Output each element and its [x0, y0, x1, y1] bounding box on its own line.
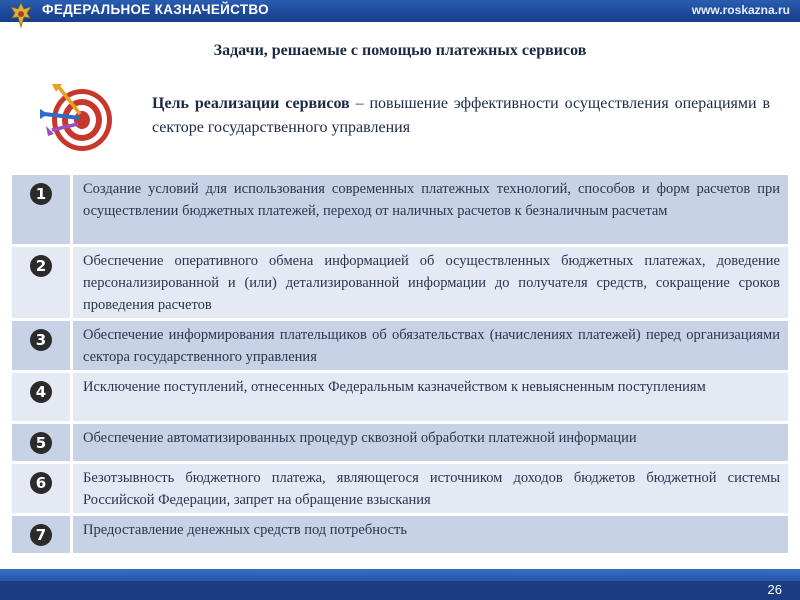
task-text: Создание условий для использования современных платежных технологий, способов и форм расчетов при осуществлении бюджетных платежей, переход от наличных расчетов к безналичным расчетам [73, 175, 788, 247]
table-row [12, 247, 788, 321]
table-row [12, 373, 788, 424]
table-row [12, 424, 788, 464]
task-text: Предоставление денежных средств под потребность [73, 516, 788, 556]
tasks-table [12, 175, 788, 556]
footer-stripe [0, 569, 800, 581]
organization-name: ФЕДЕРАЛЬНОЕ КАЗНАЧЕЙСТВО [42, 2, 269, 17]
task-text: Обеспечение информирования плательщиков об обязательствах (начислениях платежей) перед организациями сектора государственного управления [73, 321, 788, 373]
task-text: Исключение поступлений, отнесенных Федеральным казначейством к невыясненным поступлениям [73, 373, 788, 424]
row-number-badge: 4 [30, 381, 52, 403]
table-row [12, 321, 788, 373]
goal-statement [152, 92, 770, 140]
row-number-badge: 3 [30, 329, 52, 351]
page-number: 26 [767, 582, 782, 597]
target-darts-icon [36, 76, 120, 156]
table-row [12, 175, 788, 247]
row-number-badge: 2 [30, 255, 52, 277]
table-row [12, 516, 788, 556]
goal-text: – повышение эффективности осуществления операциями в секторе государственного управления [152, 95, 770, 136]
task-text: Обеспечение автоматизированных процедур сквозной обработки платежной информации [73, 424, 788, 464]
task-text: Безотзывность бюджетного платежа, являющегося источником доходов бюджетов бюджетной системы Российской Федерации, запрет на обращение взыскания [73, 464, 788, 516]
row-number-badge: 5 [30, 432, 52, 454]
header-bar [0, 0, 800, 22]
eagle-emblem-icon [8, 0, 34, 30]
slide-title: Задачи, решаемые с помощью платежных сервисов [213, 42, 587, 59]
row-number-badge: 1 [30, 183, 52, 205]
table-row [12, 464, 788, 516]
task-text: Обеспечение оперативного обмена информацией об осуществленных бюджетных платежах, доведение персонализированной и (или) детализированной информации до получателя средств, сокращение сроков проведения расчетов [73, 247, 788, 321]
footer-bar [0, 581, 800, 600]
row-number-badge: 7 [30, 524, 52, 546]
row-number-badge: 6 [30, 472, 52, 494]
site-url-link[interactable]: www.roskazna.ru [691, 3, 790, 17]
goal-lead: Цель реализации сервисов [152, 95, 350, 112]
